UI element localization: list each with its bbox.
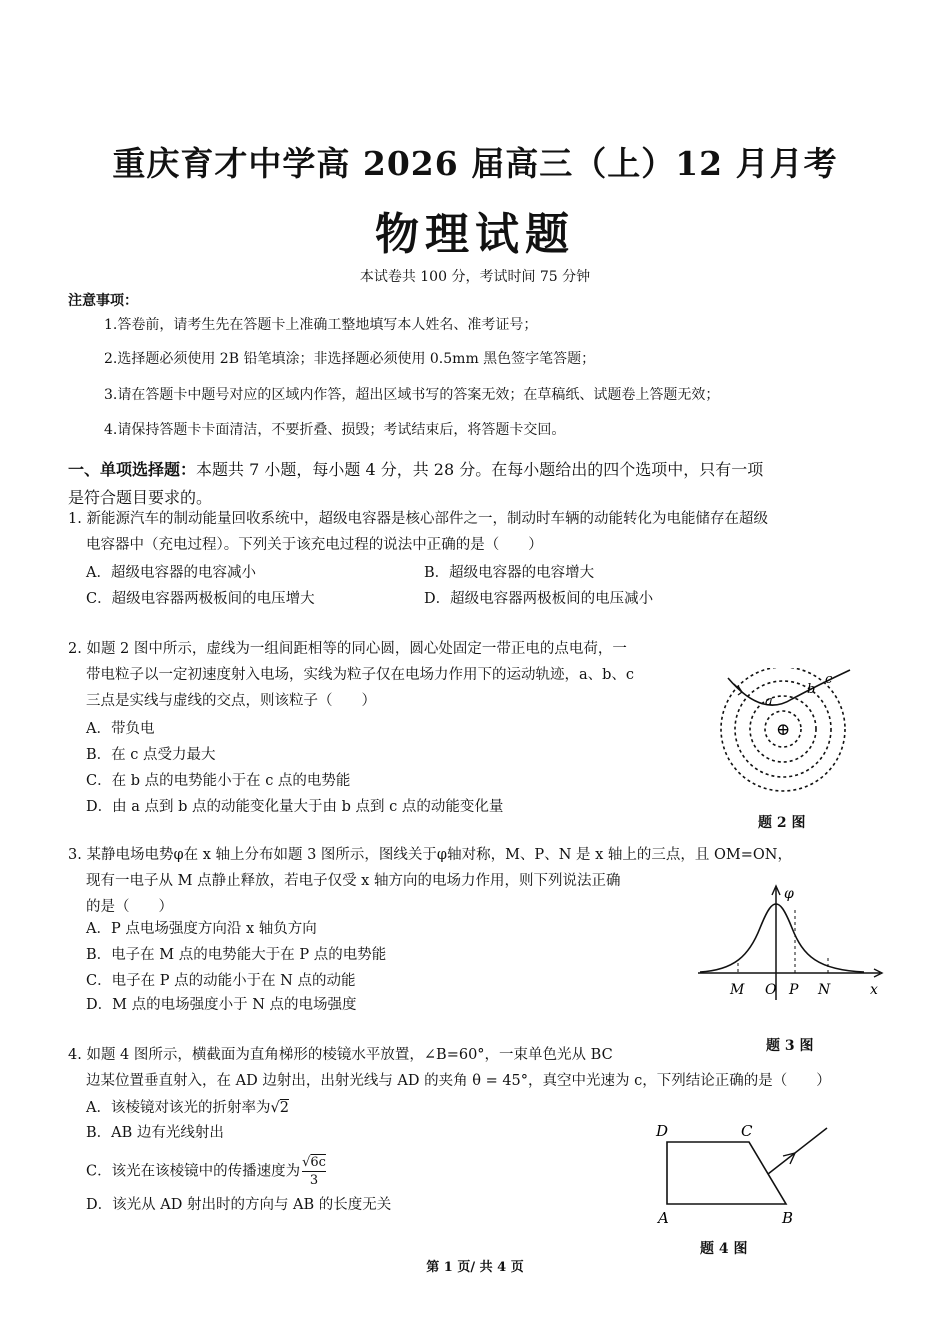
notes-heading: 注意事项： xyxy=(68,293,138,309)
light-ray xyxy=(768,1128,827,1174)
q4-option-d: D．该光从 AD 射出时的方向与 AB 的长度无关 xyxy=(86,1197,392,1213)
q4-option-c xyxy=(86,1154,326,1189)
figure-4-prism xyxy=(650,1116,860,1228)
note-item: 2.选择题必须使用 2B 铅笔填涂；非选择题必须使用 0.5mm 黑色签字笔答题； xyxy=(104,351,596,367)
p-label: P xyxy=(789,982,799,998)
q2-option-c: C．在 b 点的电势能小于在 c 点的电势能 xyxy=(86,773,351,789)
stem-line: 4. 如题 4 图所示，横截面为直角梯形的棱镜水平放置，∠B=60°，一束单色光从 BC xyxy=(68,1047,613,1063)
speed-fraction xyxy=(302,1154,326,1189)
stem-line: 1. 新能源汽车的制动能量回收系统中，超级电容器是核心部件之一，制动时车辆的动能转化为电能储存在超级 xyxy=(68,511,768,527)
q2-option-b: B．在 c 点受力最大 xyxy=(86,747,216,763)
option-text: A．该棱镜对该光的折射率为 xyxy=(86,1100,271,1116)
q3-option-a: A．P 点电场强度方向沿 x 轴负方向 xyxy=(86,921,317,937)
q4-option-a xyxy=(86,1096,289,1117)
vertex-c-label: C xyxy=(741,1122,753,1140)
q1-option-d: D．超级电容器两极板间的电压减小 xyxy=(424,591,654,607)
sqrt-icon: √ xyxy=(302,1155,311,1170)
sqrt-icon: √ xyxy=(270,1100,280,1116)
figure-2-caption: 题 2 图 xyxy=(758,815,806,831)
stem-line: 的是（ ） xyxy=(86,899,173,915)
stem-line: 三点是实线与虚线的交点，则该粒子（ ） xyxy=(86,693,376,709)
question-2-stem xyxy=(68,636,634,714)
m-label: M xyxy=(730,982,745,998)
exam-title: 重庆育才中学高 2026 届高三（上）12 月月考 xyxy=(112,144,838,183)
positive-charge-icon: ⊕ xyxy=(776,720,791,740)
vertex-d-label: D xyxy=(656,1122,669,1140)
q1-option-a: A．超级电容器的电容减小 xyxy=(86,565,256,581)
q1-option-c: C．超级电容器两极板间的电压增大 xyxy=(86,591,315,607)
question-1-stem xyxy=(68,506,768,558)
section-title: 一、单项选择题： xyxy=(68,460,197,479)
section-desc: 本题共 7 小题，每小题 4 分，共 28 分。在每小题给出的四个选项中，只有一项 xyxy=(196,460,764,479)
q3-option-d: D．M 点的电场强度小于 N 点的电场强度 xyxy=(86,997,357,1013)
exam-info: 本试卷共 100 分，考试时间 75 分钟 xyxy=(359,269,591,285)
page-number: 第 1 页/ 共 4 页 xyxy=(426,1260,524,1275)
stem-line: 现有一电子从 M 点静止释放，若电子仅受 x 轴方向的电场力作用，则下列说法正确 xyxy=(86,873,621,889)
subject-title: 物理试题 xyxy=(375,209,575,260)
figure-2-diagram xyxy=(700,668,870,798)
point-c-label: c xyxy=(825,672,833,687)
o-label: O xyxy=(765,982,777,998)
x-label: x xyxy=(870,982,878,998)
numerator-value: 6c xyxy=(310,1155,326,1170)
stem-line: 电容器中（充电过程）。下列关于该充电过程的说法中正确的是（ ） xyxy=(86,537,543,553)
sqrt-2-value: 2 xyxy=(279,1100,289,1116)
question-4-stem xyxy=(68,1042,831,1094)
q1-option-b: B．超级电容器的电容增大 xyxy=(424,565,595,581)
note-item: 1.答卷前，请考生先在答题卡上准确工整地填写本人姓名、准考证号； xyxy=(104,317,538,333)
figure-4-caption: 题 4 图 xyxy=(700,1241,748,1257)
q3-option-b: B．电子在 M 点的电势能大于在 P 点的电势能 xyxy=(86,947,387,963)
stem-line: 边某位置垂直射入，在 AD 边射出，出射光线与 AD 的夹角 θ = 45°，真空中光速为 c，下列结论正确的是（ ） xyxy=(86,1073,831,1089)
vertex-a-label: A xyxy=(658,1209,669,1227)
phi-label: φ xyxy=(784,886,794,902)
section-desc-2: 是符合题目要求的。 xyxy=(68,488,213,507)
section-heading xyxy=(68,456,888,512)
stem-line: 带电粒子以一定初速度射入电场，实线为粒子仅在电场力作用下的运动轨迹，a、b、c xyxy=(86,667,635,683)
q3-option-c: C．电子在 P 点的动能小于在 N 点的动能 xyxy=(86,973,356,989)
question-3-stem xyxy=(68,842,792,920)
note-item: 4.请保持答题卡卡面清洁，不要折叠、损毁；考试结束后，将答题卡交回。 xyxy=(104,422,566,438)
fraction-numerator xyxy=(302,1154,326,1172)
point-a-label: a xyxy=(765,694,773,709)
stem-line: 2. 如题 2 图中所示，虚线为一组间距相等的同心圆，圆心处固定一带正电的点电荷，一 xyxy=(68,641,627,657)
figure-3-graph xyxy=(694,880,890,1004)
note-item: 3.请在答题卡中题号对应的区域内作答，超出区域书写的答案无效；在草稿纸、试题卷上答题无效； xyxy=(104,387,720,403)
stem-line: 3. 某静电场电势φ在 x 轴上分布如题 3 图所示，图线关于φ轴对称，M、P、N 是 x 轴上的三点，且 OM=ON， xyxy=(68,847,792,863)
q4-option-b: B．AB 边有光线射出 xyxy=(86,1125,224,1141)
vertex-b-label: B xyxy=(782,1209,794,1227)
q2-option-a: A．带负电 xyxy=(86,721,155,737)
q2-option-d: D．由 a 点到 b 点的动能变化量大于由 b 点到 c 点的动能变化量 xyxy=(86,799,504,815)
potential-curve xyxy=(700,904,864,972)
figure-3-caption: 题 3 图 xyxy=(766,1038,814,1054)
point-b-label: b xyxy=(807,682,816,697)
fraction-denominator: 3 xyxy=(309,1173,319,1188)
n-label: N xyxy=(818,982,831,998)
option-text: C．该光在该棱镜中的传播速度为 xyxy=(86,1163,301,1180)
